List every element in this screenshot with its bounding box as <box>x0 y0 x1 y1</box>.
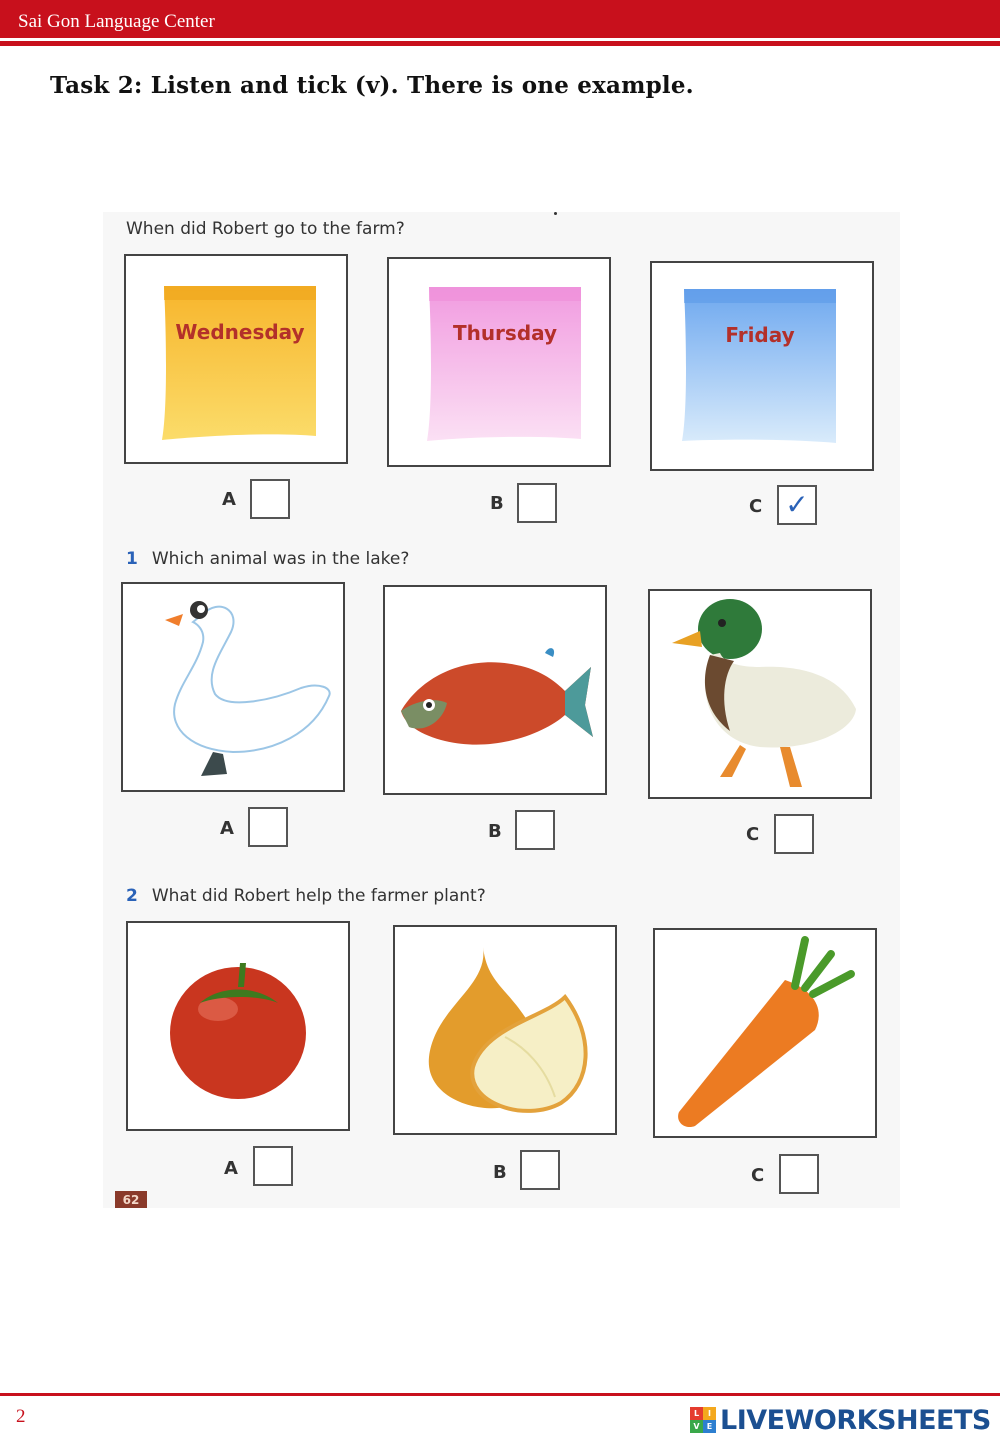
example-question: When did Robert go to the farm? <box>126 219 405 239</box>
brand-name: LIVEWORKSHEETS <box>720 1404 991 1436</box>
option-letter-b: B <box>488 821 502 842</box>
logo-letter: V <box>690 1420 703 1433</box>
option-letter-a: A <box>224 1158 238 1179</box>
option-letter-a: A <box>222 489 236 510</box>
question-1 <box>126 549 409 569</box>
option-card-wednesday <box>124 254 348 464</box>
example-tickbox-b[interactable] <box>517 483 557 523</box>
option-card-thursday <box>387 257 611 467</box>
question-1-tickbox-a[interactable] <box>248 807 288 847</box>
option-card-duck <box>648 589 872 799</box>
question-2-tickbox-c[interactable] <box>779 1154 819 1194</box>
option-letter-c: C <box>749 496 763 517</box>
question-number: 1 <box>126 549 138 569</box>
sticky-note-pink <box>427 287 583 441</box>
sticky-note-blue <box>682 289 838 443</box>
question-1-tickbox-b[interactable] <box>515 810 555 850</box>
option-card-friday <box>650 261 874 471</box>
option-card-swan <box>121 582 345 792</box>
question-1-tickbox-c[interactable] <box>774 814 814 854</box>
example-tickbox-c[interactable] <box>777 485 817 525</box>
example-tickbox-a[interactable] <box>250 479 290 519</box>
logo-letter: I <box>703 1407 716 1420</box>
question-2-tickbox-b[interactable] <box>520 1150 560 1190</box>
duck-icon <box>650 591 870 797</box>
carrot-icon <box>655 930 875 1136</box>
question-2 <box>126 886 486 906</box>
fish-icon <box>385 587 605 793</box>
option-card-fish <box>383 585 607 795</box>
liveworksheets-brand <box>690 1402 991 1438</box>
header-divider <box>0 41 1000 46</box>
day-label-thursday: Thursday <box>452 321 558 345</box>
option-letter-c: C <box>751 1165 765 1186</box>
option-letter-a: A <box>220 818 234 839</box>
onion-icon <box>395 927 615 1133</box>
footer-divider <box>0 1393 1000 1396</box>
swan-icon <box>123 584 343 790</box>
question-2-tickbox-a[interactable] <box>253 1146 293 1186</box>
check-mark-icon: ✓ <box>785 488 809 521</box>
question-number: 2 <box>126 886 138 906</box>
question-text: Which animal was in the lake? <box>151 549 410 569</box>
option-card-carrot <box>653 928 877 1138</box>
option-letter-b: B <box>493 1162 507 1183</box>
center-name: Sai Gon Language Center <box>18 11 215 32</box>
header-bar <box>0 0 1000 38</box>
logo-letter: E <box>703 1420 716 1433</box>
sticky-note-yellow <box>162 286 318 440</box>
book-page-number: 62 <box>115 1191 147 1208</box>
option-card-onion <box>393 925 617 1135</box>
option-letter-b: B <box>490 493 504 514</box>
option-card-tomato <box>126 921 350 1131</box>
option-letter-c: C <box>746 824 760 845</box>
tomato-icon <box>128 923 348 1129</box>
page-number: 2 <box>16 1406 26 1427</box>
question-text: What did Robert help the farmer plant? <box>151 886 486 906</box>
speck <box>554 212 557 215</box>
day-label-wednesday: Wednesday <box>175 320 305 344</box>
day-label-friday: Friday <box>725 323 795 347</box>
liveworksheets-logo-icon <box>690 1407 716 1433</box>
logo-letter: L <box>690 1407 703 1420</box>
task-title: Task 2: Listen and tick (v). There is one example. <box>50 72 694 99</box>
